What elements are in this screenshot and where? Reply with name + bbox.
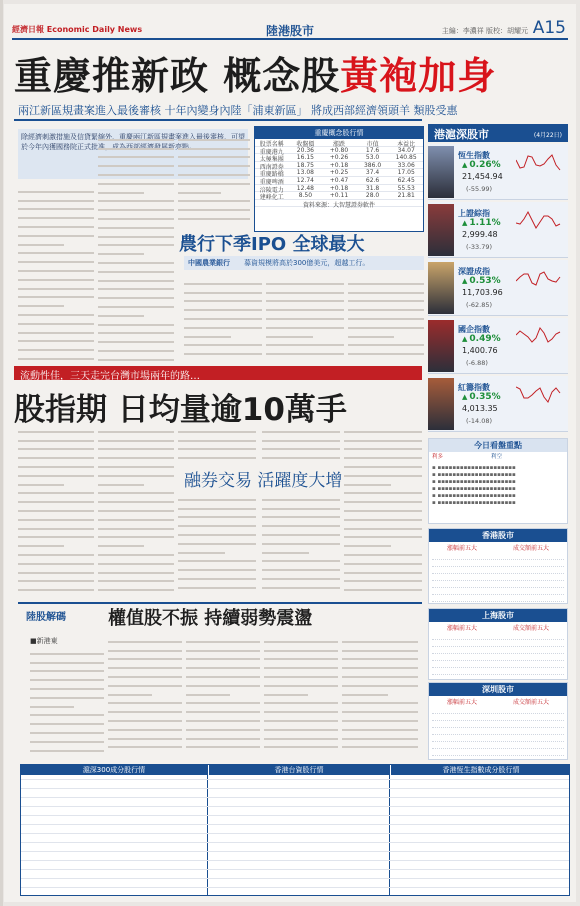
table-row: [432, 595, 564, 602]
article-column: [266, 276, 344, 360]
table-cell: +0.11: [329, 192, 349, 200]
market-title: 深圳股市: [429, 683, 567, 696]
table-row: [21, 887, 569, 888]
bank-caption: 募資規模將高於300億美元，超越工行。: [244, 259, 370, 267]
table-row: [255, 169, 423, 177]
table-cell: 28.0: [365, 192, 380, 200]
city-photo: [428, 320, 454, 372]
table-cell: 8.50: [298, 192, 313, 200]
source-note: 資料來源：大智慧證券軟件: [302, 201, 375, 209]
article-column: [178, 132, 250, 228]
column-label: 陸股解碼: [26, 612, 66, 623]
table-cell: 386.0: [363, 161, 382, 169]
index-percent: ▲ 0.49%: [462, 334, 501, 344]
section-title: 陸港股市: [266, 24, 315, 38]
article-column: [178, 424, 256, 464]
table-cell: 涪陵電力: [259, 186, 284, 194]
table-row: [432, 749, 564, 756]
table-divider: [389, 765, 390, 895]
gainers-label: 漲幅前五大: [446, 545, 477, 552]
table-cell: +0.18: [329, 161, 349, 169]
table-cell: 16.15: [296, 154, 314, 162]
weak-market-headline: 權值股不振 持續弱勢震盪: [108, 608, 313, 629]
table-cell: 17.6: [365, 146, 380, 154]
index-value: 1,400.76: [462, 346, 498, 355]
bank-headline: 農行下季IPO 全球最大: [179, 234, 365, 255]
turnover-label: 成交額前五大: [512, 625, 549, 632]
intraday-sparkline: [516, 324, 564, 354]
concept-table-title: 重慶概念股行情: [255, 127, 423, 139]
hang-seng-constituents-title: 香港恆生指數成分股行情: [391, 765, 570, 775]
headline-part1: 重慶推新政 概念股: [14, 54, 341, 98]
futures-headline: 股指期 日均量逾10萬手: [14, 392, 347, 428]
city-photo: [428, 146, 454, 198]
concept-stock-table: [254, 126, 424, 232]
table-row: [432, 735, 564, 742]
table-row: [255, 177, 423, 185]
table-row: [21, 815, 569, 816]
table-row: [255, 185, 423, 193]
table-header-cell: 本益比: [397, 141, 416, 148]
focus-columns: [429, 452, 567, 463]
table-cell: 140.85: [395, 154, 417, 162]
market-header-title: 港滬深股市: [434, 128, 489, 141]
index-card: [428, 202, 568, 258]
article-column: [348, 276, 424, 360]
article-column: [262, 492, 340, 596]
table-row: [255, 162, 423, 170]
newspaper-brand: 經濟日報 Economic Daily News: [12, 25, 143, 34]
index-percent: ▲ 0.26%: [462, 160, 501, 170]
table-cell: 12.74: [296, 176, 314, 184]
bank-info-bar: [184, 256, 424, 270]
index-card: [428, 260, 568, 316]
table-row: [432, 581, 564, 588]
city-photo: [428, 378, 454, 430]
table-cell: 18.75: [296, 161, 314, 169]
table-cell: +0.80: [329, 146, 349, 154]
table-row: [432, 707, 564, 714]
table-row: [432, 560, 564, 567]
market-subheaders: [429, 542, 567, 553]
market-focus-box: [428, 438, 568, 524]
table-row: [432, 721, 564, 728]
article-column: [344, 424, 422, 596]
gainers-label: 漲幅前五大: [446, 625, 477, 632]
article-column: [98, 424, 174, 596]
index-name: 紅籌指數: [458, 383, 490, 392]
article-column: [30, 646, 104, 756]
table-cell: 12.48: [296, 184, 314, 192]
article-column: [108, 634, 182, 756]
table-row: [432, 675, 564, 680]
gainers-label: 漲幅前五大: [446, 699, 477, 706]
focus-text: ▪ ▪▪▪▪▪▪▪▪▪▪▪▪▪▪▪▪▪▪▪▪▪ ▪ ▪▪▪▪▪▪▪▪▪▪▪▪▪▪▪▪▪▪▪▪▪ ▪ ▪▪▪▪▪▪▪▪▪▪▪▪▪▪▪▪▪▪▪▪▪ ▪ ▪▪▪▪▪▪▪▪▪▪▪▪▪▪▪▪▪▪▪▪▪ ▪ ▪▪▪▪▪▪▪▪▪▪▪▪▪▪▪▪▪▪▪▪▪ ▪ ▪▪▪▪▪▪▪▪▪▪▪▪▪▪▪▪▪▪▪▪▪: [432, 465, 516, 506]
table-row: [432, 728, 564, 735]
market-subheaders: [429, 622, 567, 633]
abc-bank-logo: 中國農業銀行: [188, 259, 230, 267]
table-cell: 20.36: [296, 146, 314, 154]
table-header-row: [255, 139, 423, 147]
main-headline: [14, 45, 496, 100]
table-row: [432, 714, 564, 721]
table-row: [21, 869, 569, 870]
bottom-stock-tables: [20, 764, 570, 896]
table-cell: 34.07: [397, 146, 415, 154]
page-fold-shadow: [0, 0, 3, 906]
table-row: [255, 147, 423, 155]
turnover-label: 成交額前五大: [512, 545, 549, 552]
article-column: [262, 424, 340, 464]
article-column: [184, 276, 262, 360]
index-value: 21,454.94: [462, 172, 503, 181]
table-cell: 太極集團: [259, 156, 284, 164]
index-percent: ▲ 0.53%: [462, 276, 501, 286]
article-column: [178, 492, 256, 596]
market-table: [428, 528, 568, 604]
market-title: 上海股市: [429, 609, 567, 622]
index-change: (-62.85): [466, 301, 493, 309]
hk-sh-sz-header: [428, 124, 568, 142]
index-card: [428, 318, 568, 374]
turnover-label: 成交額前五大: [512, 699, 549, 706]
table-cell: 62.6: [365, 176, 380, 184]
table-cell: 21.81: [397, 192, 415, 200]
intraday-sparkline: [516, 382, 564, 412]
table-row: [21, 851, 569, 852]
table-header-cell: 股票名稱: [259, 141, 284, 148]
table-row: [21, 833, 569, 834]
table-divider: [207, 765, 208, 895]
table-cell: 53.0: [365, 154, 380, 162]
table-header-cell: 漲跌: [332, 141, 345, 148]
index-name: 國企指數: [458, 325, 490, 334]
table-row: [432, 553, 564, 560]
table-cell: +0.26: [329, 154, 349, 162]
table-row: [432, 640, 564, 647]
market-table: [428, 682, 568, 760]
index-value: 11,703.96: [462, 288, 503, 297]
red-kicker-band: 流動性佳，三天走完台灣市場兩年的路…: [14, 366, 422, 380]
article-column: [264, 634, 338, 756]
table-row: [432, 588, 564, 595]
article-column: [18, 424, 94, 596]
table-cell: 重慶港九: [259, 148, 284, 156]
table-row: [432, 633, 564, 640]
focus-title: 今日看盤重點: [429, 439, 567, 452]
table-row: [21, 842, 569, 843]
table-row: [255, 154, 423, 162]
table-cell: 31.8: [365, 184, 380, 192]
index-change: (-14.08): [466, 417, 493, 425]
index-card: [428, 144, 568, 200]
index-percent: ▲ 1.11%: [462, 218, 501, 228]
index-name: 上證綜指: [458, 209, 490, 218]
bearish-label: 利空: [491, 454, 503, 460]
table-row: [21, 779, 569, 780]
hk-taiwan-stocks-title: 香港台資股行情: [209, 765, 389, 775]
index-name: 深證成指: [458, 267, 490, 276]
index-card: [428, 376, 568, 432]
table-cell: 62.45: [397, 176, 415, 184]
lead-paragraph: 除經濟刺激措施及信貸緊縮外，重慶兩江新區規畫案進入最後審核，可望於今年內獲國務院正式批准，成為西部經濟發展新亮點。: [18, 129, 248, 179]
table-cell: +0.47: [329, 176, 349, 184]
table-row: [21, 797, 569, 798]
table-row: [432, 574, 564, 581]
table-header-cell: 收盤價: [296, 141, 315, 148]
table-row: [255, 192, 423, 200]
table-cell: 55.53: [397, 184, 415, 192]
intraday-sparkline: [516, 208, 564, 238]
table-row: [432, 567, 564, 574]
intraday-sparkline: [516, 150, 564, 180]
page-number: A15: [532, 18, 566, 38]
table-row: [432, 742, 564, 749]
index-percent: ▲ 0.35%: [462, 392, 501, 402]
index-change: (-33.79): [466, 243, 493, 251]
article-column: [18, 184, 94, 362]
short-selling-headline: 融券交易 活躍度大增: [184, 471, 343, 491]
market-table: [428, 608, 568, 680]
city-photo: [428, 204, 454, 256]
table-note: [255, 200, 423, 208]
table-cell: 重慶路橋: [259, 171, 284, 179]
table-cell: +0.25: [329, 169, 349, 177]
table-row: [432, 668, 564, 675]
index-value: 4,013.35: [462, 404, 498, 413]
table-cell: 建峰化工: [259, 194, 284, 202]
table-cell: 33.06: [397, 161, 415, 169]
table-row: [432, 654, 564, 661]
editors-credit: 主編：李濃祥 版校：胡耀元: [441, 27, 528, 35]
article-column: [186, 634, 260, 756]
article-column: [342, 634, 418, 756]
market-subheaders: [429, 696, 567, 707]
table-cell: 西南證券: [259, 163, 284, 171]
table-cell: 重慶啤酒: [259, 178, 284, 186]
table-row: [21, 878, 569, 879]
csi300-table-title: 滬深300成分股行情: [21, 765, 207, 775]
index-value: 2,999.48: [462, 230, 498, 239]
headline-part2: 黃袍加身: [340, 54, 497, 98]
subheadline: 兩江新區規畫案進入最後審核 十年內變身內陸「浦東新區」 將成西部經濟領頭羊 類股受惠: [18, 104, 458, 117]
headline-rule: [14, 119, 422, 121]
bullish-label: 利多: [432, 454, 444, 460]
table-cell: +0.18: [329, 184, 349, 192]
city-photo: [428, 262, 454, 314]
table-cell: 17.05: [397, 169, 415, 177]
table-row: [21, 788, 569, 789]
market-date: (4月22日): [533, 132, 562, 139]
table-cell: 13.08: [296, 169, 314, 177]
table-row: [432, 661, 564, 668]
index-change: (-55.99): [466, 185, 493, 193]
table-row: [21, 860, 569, 861]
table-row: [21, 806, 569, 807]
table-row: [21, 824, 569, 825]
author-byline: ■新港東: [30, 637, 58, 645]
newspaper-page: [4, 4, 576, 902]
table-row: [432, 647, 564, 654]
article-column: [98, 132, 174, 362]
table-header-cell: 市值: [366, 141, 379, 148]
masthead: [12, 18, 568, 40]
table-cell: 37.4: [365, 169, 380, 177]
index-name: 恆生指數: [458, 151, 490, 160]
market-title: 香港股市: [429, 529, 567, 542]
index-change: (-6.88): [466, 359, 488, 367]
intraday-sparkline: [516, 266, 564, 296]
